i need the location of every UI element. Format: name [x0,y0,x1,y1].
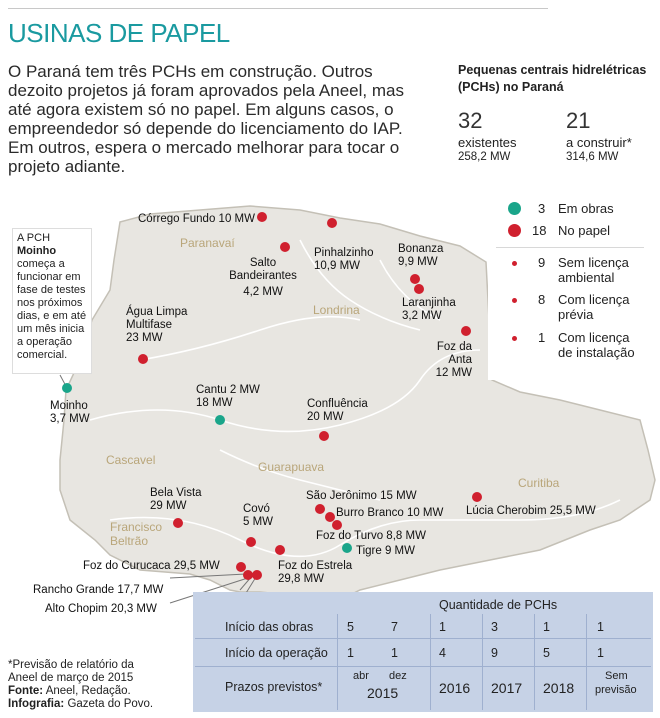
label-foz-do-turvo: Foz do Turvo 8,8 MW [316,530,426,542]
plant-dot-moinho [62,383,72,393]
plant-dot-confluencia [319,431,329,441]
plant-dot-foz-do-turvo [332,520,342,530]
footnotes: *Previsão de relatório da Aneel de março de 2015 Fonte: Aneel, Redação. Infografia: Gazeta do Povo. [8,659,154,710]
col-divider-1 [430,614,431,710]
col-sem: Sem [605,670,628,682]
row-prazos-label: Prazos previstos* [225,680,323,694]
col-2016: 2016 [439,680,471,696]
table-header: Quantidade de PCHs [439,598,558,612]
operacao-2015-dez: 1 [391,646,398,660]
obras-2016: 1 [439,620,446,634]
label-salto-bandeirantes: Salto Bandeirantes 4,2 MW [229,257,297,298]
existing-label: existentes [458,135,517,150]
label-tigre: Tigre 9 MW [356,545,415,557]
intro-text: O Paraná tem três PCHs em construção. Outros dezoito projetos já foram aprovados pela Aneel, mas até agora existem só no papel. Em alguns casos, o empreendedor só depende do licenciamento do IAP. Em outros, espera o mercado melhorar para tocar o projeto adiante. [8,62,404,176]
obras-sem-previsao: 1 [597,620,604,634]
label-moinho: Moinho 3,7 MW [50,400,90,425]
plant-dot-cantu [215,415,225,425]
col-2018: 2018 [543,680,575,696]
legend-paper-dot [508,224,521,237]
col-2015-abr: abr [353,670,369,682]
plant-dot-corrego-fundo [257,212,267,222]
label-laranjinha: Laranjinha 3,2 MW [402,297,456,322]
city-guarapuava: Guarapuava [258,460,325,474]
legend-divider [496,247,644,248]
plant-dot-covo [246,537,256,547]
label-agua-limpa: Água Limpa Multifase 23 MW [126,306,188,344]
legend-paper-count: 18 [532,223,547,238]
city-paranavai: Paranavaí [180,236,235,250]
legend-prior-dot [512,298,517,303]
city-curitiba: Curitiba [518,476,560,490]
col-divider-4 [586,614,587,710]
col-divider-3 [534,614,535,710]
tobuild-mw: 314,6 MW [566,151,619,163]
col-divider-0 [337,614,338,710]
label-pinhalzinho: Pinhalzinho 10,9 MW [314,247,374,272]
plant-dot-lucia-cherobim [472,492,482,502]
obras-2017: 3 [491,620,498,634]
existing-mw: 258,2 MW [458,151,511,163]
legend-no-license-count: 9 [538,255,546,270]
stats-heading-line1: Pequenas centrais hidrelétricas [458,63,647,77]
plant-dot-laranjinha [414,284,424,294]
row-operacao-label: Início da operação [225,646,328,660]
col-2015: 2015 [367,685,399,701]
legend-paper-label: No papel [558,223,611,238]
col-2017: 2017 [491,680,523,696]
operacao-2016: 4 [439,646,446,660]
obras-2018: 1 [543,620,550,634]
legend-works-label: Em obras [558,201,614,216]
legend-no-license-dot [512,261,517,266]
plant-dot-alto-chopim [252,570,262,580]
plant-dot-tigre [342,543,352,553]
label-lucia-cherobim: Lúcia Cherobim 25,5 MW [466,505,596,517]
label-alto-chopim: Alto Chopim 20,3 MW [45,603,157,615]
col-previsao: previsão [595,684,637,696]
plant-dot-bonanza [410,274,420,284]
plant-dot-salto-bandeirantes [280,242,290,252]
page-title: USINAS DE PAPEL [8,18,230,48]
existing-count: 32 [458,108,483,133]
legend-prior-label: Com licença prévia [558,292,630,322]
label-corrego-fundo: Córrego Fundo 10 MW [138,213,255,225]
legend-works-dot [508,202,521,215]
plant-dot-agua-limpa [138,354,148,364]
legend-install-count: 1 [538,330,546,345]
plant-dot-sao-jeronimo [315,504,325,514]
label-foz-do-estrela: Foz do Estrela 29,8 MW [278,560,353,585]
legend-prior-count: 8 [538,292,546,307]
label-covo: Covó 5 MW [243,503,274,528]
plant-dot-pinhalzinho [327,218,337,228]
obras-2015-abr: 5 [347,620,354,634]
label-confluencia: Confluência 20 MW [307,398,368,423]
label-sao-jeronimo: São Jerônimo 15 MW [306,490,417,502]
label-burro-branco: Burro Branco 10 MW [336,507,444,519]
plant-dot-foz-do-estrela [275,545,285,555]
col-2015-dez: dez [389,670,407,682]
label-bela-vista: Bela Vista 29 MW [150,487,202,512]
label-bonanza: Bonanza 9,9 MW [398,243,444,268]
operacao-2015-abr: 1 [347,646,354,660]
city-francisco-beltrao: Francisco Beltrão [110,520,163,548]
tobuild-label: a construir* [566,135,632,150]
obras-2015-dez: 7 [391,620,398,634]
tobuild-count: 21 [566,108,591,133]
label-foz-da-anta: Foz da Anta 12 MW [435,341,472,379]
stats-heading-line2: (PCHs) no Paraná [458,80,564,94]
legend-install-label: Com licença de instalação [558,330,635,360]
operacao-sem-previsao: 1 [597,646,604,660]
row-obras-label: Início das obras [225,620,314,634]
legend-install-dot [512,336,517,341]
plant-dot-foz-da-anta [461,326,471,336]
col-divider-2 [482,614,483,710]
label-foz-do-curucaca: Foz do Curucaca 29,5 MW [83,560,220,572]
operacao-2017: 9 [491,646,498,660]
legend-works-count: 3 [538,201,546,216]
plant-dot-bela-vista [173,518,183,528]
row-divider-1 [195,638,651,639]
timeline-table [193,592,653,712]
label-cantu: Cantu 2 MW 18 MW [196,384,260,409]
label-rancho-grande: Rancho Grande 17,7 MW [33,584,164,596]
city-londrina: Londrina [313,303,360,317]
row-divider-2 [195,666,651,667]
moinho-callout: A PCH Moinho começa a funcionar em fase de testes nos próximos dias, e em até um mês inicia a operação comercial. [12,228,92,374]
legend-no-license-label: Sem licença ambiental [558,255,629,285]
operacao-2018: 5 [543,646,550,660]
city-cascavel: Cascavel [106,453,156,467]
legend-panel [488,192,653,380]
